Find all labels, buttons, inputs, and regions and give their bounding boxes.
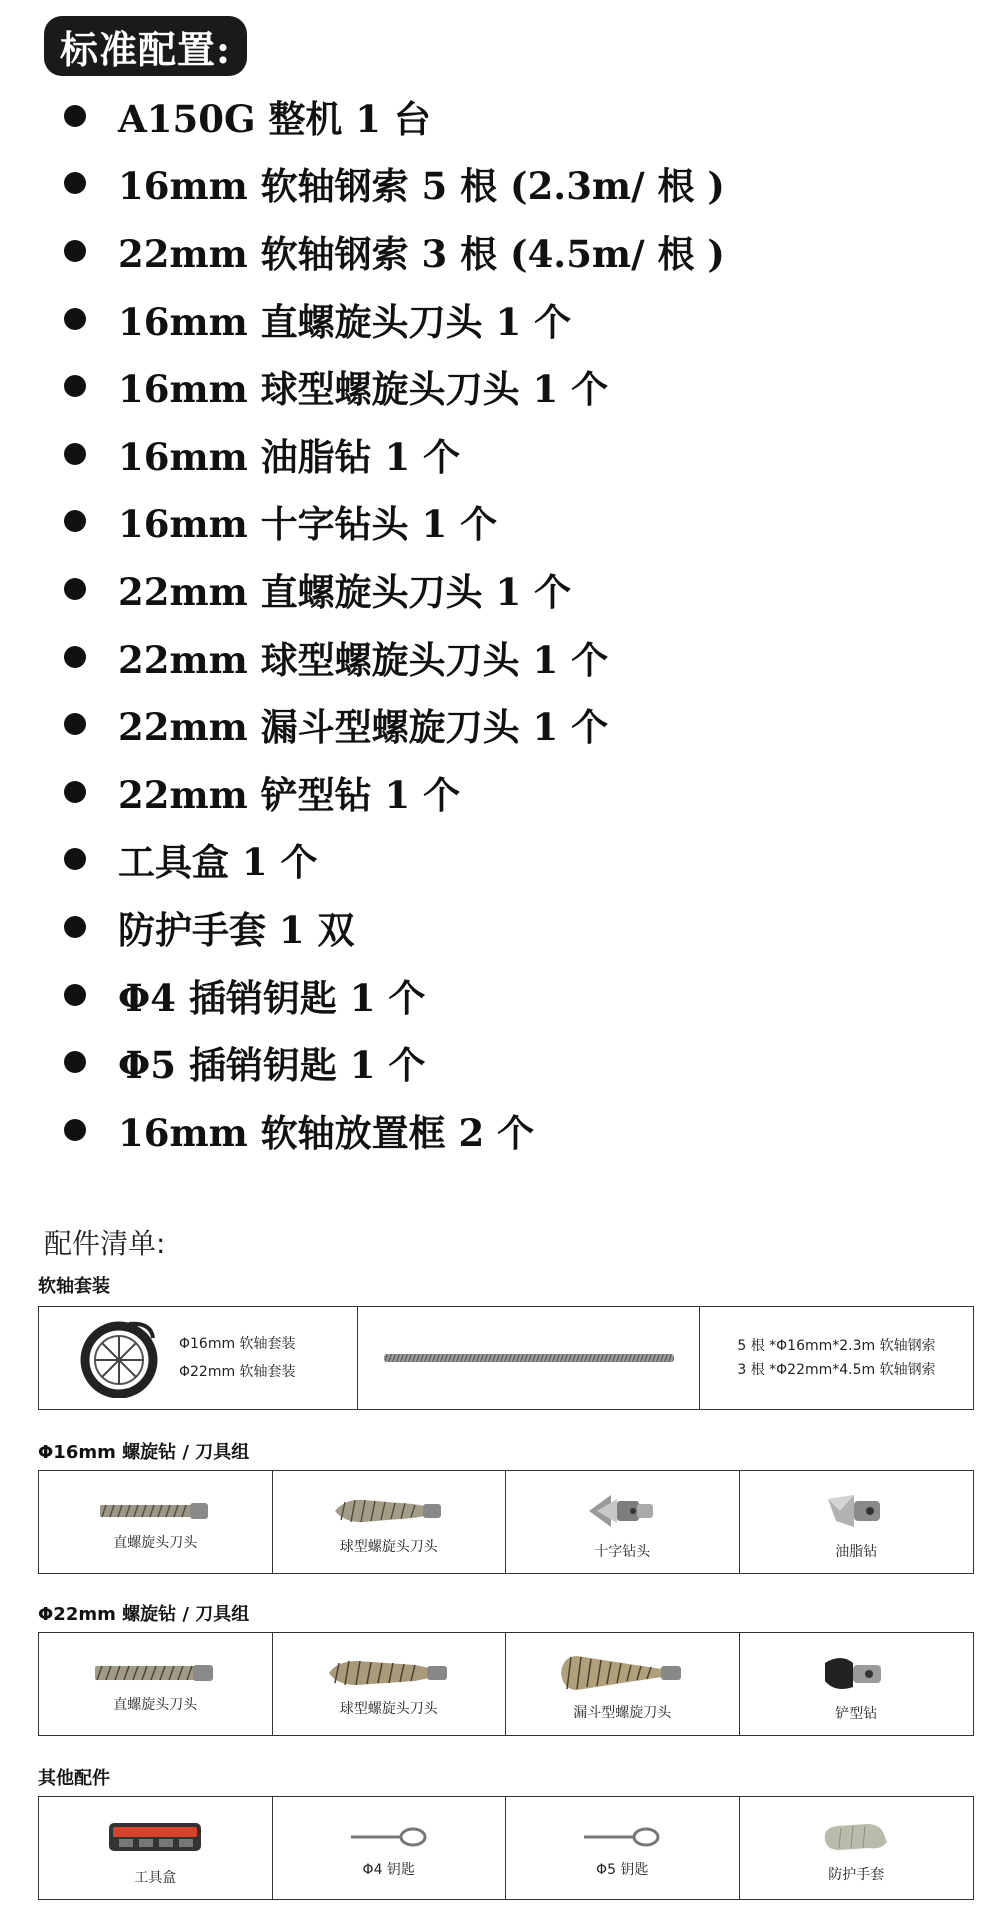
- list-item: [64, 623, 725, 691]
- bullet-icon: [64, 984, 86, 1006]
- group22-item-label: 球型螺旋头刀头: [339, 1701, 438, 1717]
- cable-spec-22: 3 根 *Φ22mm*4.5m 软轴钢索: [737, 1362, 936, 1378]
- list-item: [64, 1028, 725, 1096]
- list-item-text: 22mm 铲型钻 1 个: [118, 772, 461, 817]
- bullet-icon: [64, 308, 86, 330]
- bullet-icon: [64, 646, 86, 668]
- grease-drill-icon: [826, 1491, 886, 1531]
- list-item: [64, 826, 725, 894]
- group22-item-label: 直螺旋头刀头: [113, 1697, 198, 1713]
- ball-spiral-head-icon: [333, 1496, 445, 1526]
- group22-cell: [273, 1633, 507, 1735]
- list-item: [64, 285, 725, 353]
- list-item: [64, 352, 725, 420]
- group16-cell: [39, 1471, 273, 1573]
- list-item: [64, 150, 725, 218]
- cable-set-box: [38, 1306, 974, 1410]
- bullet-icon: [64, 443, 86, 465]
- ball-spiral-head-icon: [327, 1658, 451, 1688]
- straight-spiral-head-icon: [95, 1662, 215, 1684]
- group16-item-label: 球型螺旋头刀头: [339, 1539, 438, 1555]
- list-item: [64, 893, 725, 961]
- bullet-icon: [64, 578, 86, 600]
- standard-config-title: 标准配置:: [44, 16, 247, 76]
- bullet-icon: [64, 510, 86, 532]
- list-item: [64, 555, 725, 623]
- bullet-icon: [64, 1119, 86, 1141]
- cable-spec-cell: [700, 1307, 973, 1409]
- bullet-icon: [64, 781, 86, 803]
- group16-cell: [506, 1471, 740, 1573]
- group22-cell: [740, 1633, 974, 1735]
- others-box: [38, 1796, 974, 1900]
- list-item: [64, 690, 725, 758]
- cable-spring-icon: [384, 1352, 674, 1364]
- cable-set-16-label: Φ16mm 软轴套装: [179, 1336, 296, 1352]
- group22-item-label: 铲型钻: [835, 1706, 878, 1722]
- list-item-text: 22mm 球型螺旋头刀头 1 个: [118, 637, 609, 682]
- others-cell: [740, 1797, 974, 1899]
- list-item-text: 16mm 油脂钻 1 个: [118, 434, 461, 479]
- cable-reel-icon: [79, 1318, 163, 1398]
- straight-spiral-head-icon: [100, 1500, 210, 1522]
- group16-box: [38, 1470, 974, 1574]
- list-item-text: 防护手套 1 双: [118, 907, 355, 952]
- spade-drill-icon: [821, 1653, 891, 1693]
- group22-cell: [39, 1633, 273, 1735]
- cable-set-cell: [39, 1307, 358, 1409]
- list-item-text: 16mm 球型螺旋头刀头 1 个: [118, 367, 609, 412]
- cable-set-22-label: Φ22mm 软轴套装: [179, 1364, 296, 1380]
- others-cell: [39, 1797, 273, 1899]
- list-item: [64, 420, 725, 488]
- list-item: [64, 1096, 725, 1164]
- list-item: [64, 488, 725, 556]
- list-item: [64, 217, 725, 285]
- list-item-text: 16mm 软轴放置框 2 个: [118, 1110, 535, 1155]
- list-item-text: 22mm 直螺旋头刀头 1 个: [118, 569, 572, 614]
- list-item-text: 16mm 直螺旋头刀头 1 个: [118, 299, 572, 344]
- bullet-icon: [64, 848, 86, 870]
- list-item-text: 22mm 软轴钢索 3 根 (4.5m/ 根 ): [118, 231, 725, 276]
- group16-item-label: 油脂钻: [835, 1544, 878, 1560]
- list-item: [64, 961, 725, 1029]
- group22-box: [38, 1632, 974, 1736]
- group22-cell: [506, 1633, 740, 1735]
- cable-image-cell: [358, 1307, 700, 1409]
- list-item-text: A150G 整机 1 台: [118, 96, 431, 141]
- others-item-label: 防护手套: [828, 1867, 885, 1883]
- phi5-key-icon: [582, 1825, 662, 1849]
- funnel-spiral-head-icon: [559, 1654, 685, 1692]
- standard-config-list: [64, 82, 725, 1164]
- group16-item-label: 直螺旋头刀头: [113, 1535, 198, 1551]
- toolbox-icon: [105, 1817, 205, 1857]
- bullet-icon: [64, 105, 86, 127]
- cable-spec-16: 5 根 *Φ16mm*2.3m 软轴钢索: [737, 1338, 936, 1354]
- bullet-icon: [64, 375, 86, 397]
- phi4-key-icon: [349, 1825, 429, 1849]
- list-item-text: Φ5 插销钥匙 1 个: [118, 1043, 426, 1088]
- accessories-title: 配件清单:: [44, 1227, 166, 1260]
- bullet-icon: [64, 916, 86, 938]
- cable-set-title: 软轴套装: [38, 1276, 110, 1297]
- bullet-icon: [64, 713, 86, 735]
- cross-drill-bit-icon: [587, 1491, 657, 1531]
- list-item-text: 工具盒 1 个: [118, 840, 318, 885]
- list-item-text: 16mm 软轴钢索 5 根 (2.3m/ 根 ): [118, 164, 725, 209]
- others-title: 其他配件: [38, 1768, 110, 1789]
- bullet-icon: [64, 172, 86, 194]
- group16-title: Φ16mm 螺旋钻 / 刀具组: [38, 1442, 250, 1463]
- protective-glove-icon: [821, 1820, 891, 1854]
- list-item-text: 16mm 十字钻头 1 个: [118, 502, 498, 547]
- list-item: [64, 82, 725, 150]
- bullet-icon: [64, 1051, 86, 1073]
- group16-cell: [273, 1471, 507, 1573]
- bullet-icon: [64, 240, 86, 262]
- others-item-label: Φ5 钥匙: [596, 1862, 649, 1878]
- group22-item-label: 漏斗型螺旋刀头: [573, 1705, 672, 1721]
- others-item-label: 工具盒: [134, 1870, 177, 1886]
- list-item-text: Φ4 插销钥匙 1 个: [118, 975, 426, 1020]
- list-item-text: 22mm 漏斗型螺旋刀头 1 个: [118, 705, 609, 750]
- others-cell: [506, 1797, 740, 1899]
- group16-cell: [740, 1471, 974, 1573]
- others-cell: [273, 1797, 507, 1899]
- list-item: [64, 758, 725, 826]
- others-item-label: Φ4 钥匙: [362, 1862, 415, 1878]
- group22-title: Φ22mm 螺旋钻 / 刀具组: [38, 1604, 250, 1625]
- group16-item-label: 十字钻头: [594, 1544, 651, 1560]
